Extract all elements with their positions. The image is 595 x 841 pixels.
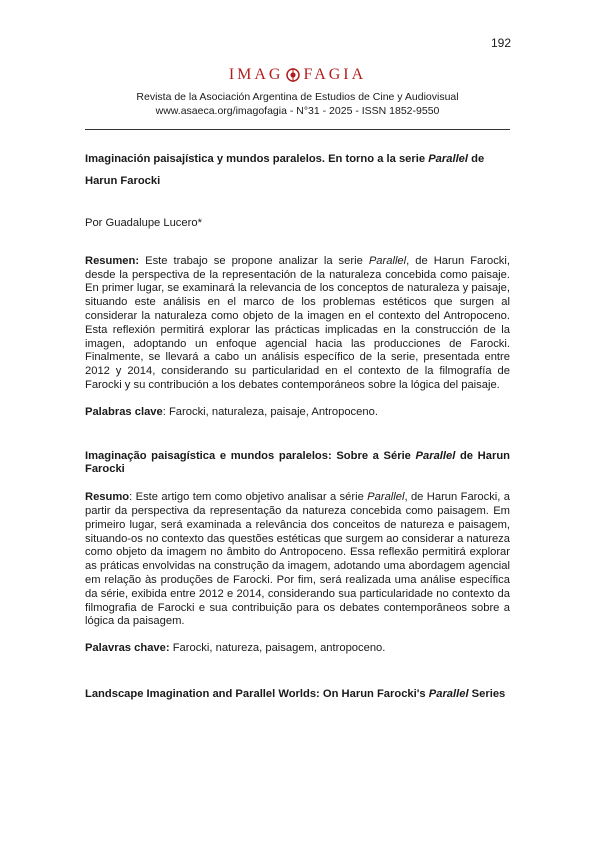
journal-masthead <box>85 66 510 118</box>
abstract-pt-label: Resumo <box>85 491 130 504</box>
title-es-suffix: de Harun Farocki <box>85 153 485 187</box>
keywords-pt-label: Palavras chave: <box>85 642 170 655</box>
keywords-es <box>85 406 510 420</box>
article-title-es <box>85 148 510 192</box>
keywords-pt <box>85 642 510 656</box>
page-number: 192 <box>490 36 511 50</box>
article-title-en <box>85 688 510 702</box>
abstract-es-text-2: , de Harun Farocki, desde la perspectiva de la representación de la naturaleza concebida como paisaje. En primer lugar, se examinará la relevancia de los conceptos de naturaleza y paisaje, situando este análisis en el marco de los problemas estéticos que surgen al considerar la naturaleza como objeto de la imagen en el contexto del Antropoceno. Esta reflexión permitirá explorar las prácticas implicadas en la construcción de la imagen, adoptando un enfoque agencial hacia las producciones de Farocki. Finalmente, se llevará a cabo un análisis específico de la serie, presentada entre 2012 y 2014, considerando su particularidad en el contexto de la filmografía de Farocki y su contribución a los debates contemporáneos sobre la lógica del paisaje. <box>85 254 510 391</box>
journal-info: www.asaeca.org/imagofagia - N°31 - 2025 - ISSN 1852-9550 <box>155 105 440 117</box>
abstract-pt-text-2: , de Harun Farocki, a partir da perspectiva da representação da natureza concebida como paisagem. Em primeiro lugar, será examinada a relevância dos conceitos de natureza e paisagem, situando-os no contexto das questões estéticas que surgem ao considerar a natureza como objeto da imagem no âmbito do Antropoceno. Essa reflexão permitirá explorar as práticas envolvidas na construção da imagem, adotando uma abordagem agencial em relação às produções de Farocki. Por fim, será realizada uma análise específica da série, exibida entre 2012 e 2014, considerando sua particularidade no contexto da filmografia de Farocki e sua contribuição para os debates contemporâneos sobre a lógica da paisagem. <box>85 491 510 628</box>
abstract-es-italic: Parallel <box>368 254 407 267</box>
title-en-suffix: Series <box>468 687 506 700</box>
title-en-text: Landscape Imagination and Parallel Worlds: On Harun Farocki's <box>85 687 429 700</box>
abstract-es <box>85 255 510 393</box>
header-divider <box>85 129 510 130</box>
logo-emblem-icon <box>286 68 300 82</box>
keywords-es-label: Palabras clave <box>85 405 163 418</box>
title-pt-suffix: de Harun Farocki <box>85 449 510 476</box>
keywords-pt-text: Farocki, natureza, paisagem, antropoceno. <box>169 642 386 655</box>
author-line: Por Guadalupe Lucero* <box>85 217 202 229</box>
journal-name: Revista de la Asociación Argentina de Estudios de Cine y Audiovisual <box>136 91 459 103</box>
keywords-es-text: : Farocki, naturaleza, paisaje, Antropoceno. <box>162 405 378 418</box>
article-title-pt <box>85 450 510 478</box>
logo-text-right: FAGIA <box>303 66 367 83</box>
abstract-pt <box>85 491 510 629</box>
abstract-es-text-1: Este trabajo se propone analizar la serie <box>139 254 369 267</box>
title-pt-text: Imaginação paisagística e mundos paralelos: Sobre a Série <box>85 449 416 462</box>
title-es-italic: Parallel <box>428 153 469 165</box>
article-body <box>85 148 510 702</box>
logo-text-left: IMAG <box>228 66 284 83</box>
abstract-es-label: Resumen: <box>85 254 140 267</box>
title-pt-italic: Parallel <box>415 449 456 462</box>
abstract-pt-italic: Parallel <box>367 491 405 504</box>
title-en-italic: Parallel <box>428 687 469 700</box>
abstract-pt-text-1: : Este artigo tem como objetivo analisar a série <box>129 491 368 504</box>
journal-logo <box>85 66 510 84</box>
title-es-text: Imaginación paisajística y mundos paralelos. En torno a la serie <box>85 153 429 165</box>
